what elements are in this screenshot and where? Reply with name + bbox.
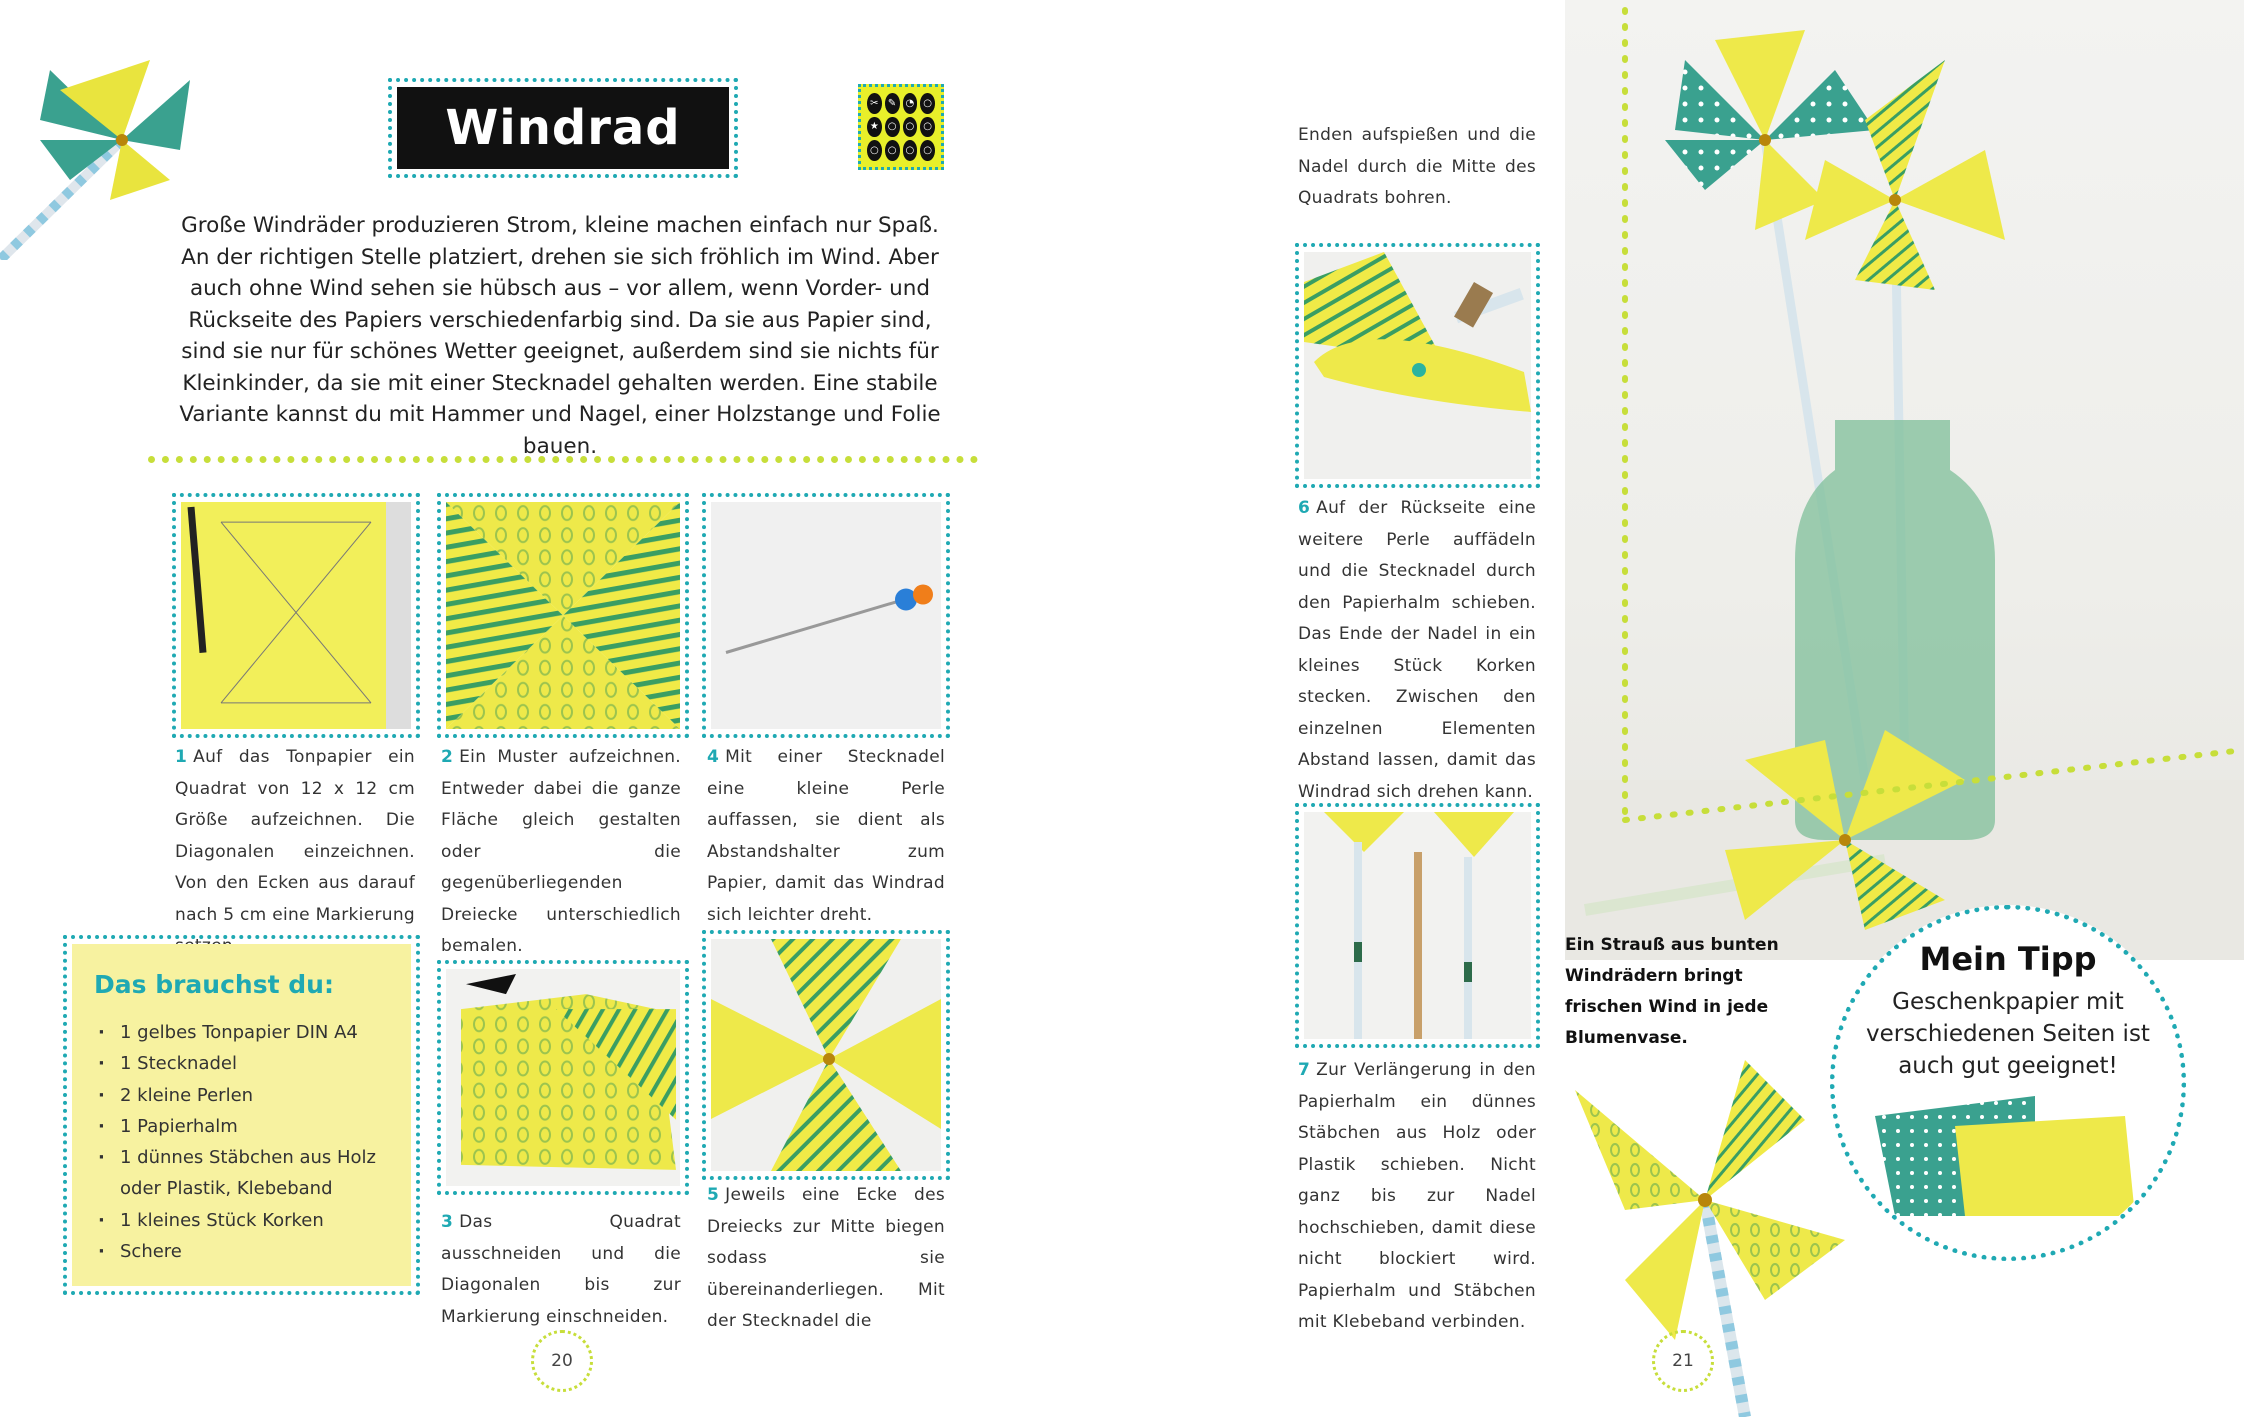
- step-number: 4: [707, 747, 720, 767]
- step-2-text: [441, 742, 681, 963]
- step-6-text: [1298, 493, 1536, 808]
- step-description: Ein Muster aufzeichnen. Entweder dabei die ganze Fläche gleich gestalten oder die gegenüberliegenden Dreiecke unterschiedlich bemalen.: [441, 747, 681, 956]
- step-4-photo: [702, 493, 950, 738]
- step-6-photo: [1295, 243, 1540, 488]
- step-description: Auf das Tonpapier ein Quadrat von 12 x 12 cm Größe aufzeichnen. Die Diagonalen einzeichnen. Von den Ecken aus darauf nach 5 cm eine Markierung: [175, 747, 415, 925]
- step-number: 6: [1298, 498, 1311, 518]
- material-item: · 1 dünnes Stäbchen aus Holz oder Plastik, Klebeband: [94, 1142, 393, 1205]
- step-number: 1: [175, 747, 188, 767]
- step-number: 3: [441, 1212, 454, 1232]
- step-1-photo: [172, 493, 420, 738]
- vase-pinwheels-photo: [1565, 0, 2244, 960]
- tip-circle: [1830, 905, 2186, 1261]
- title-frame: [388, 78, 738, 178]
- tip-heading: Mein Tipp: [1919, 940, 2097, 978]
- wrapping-paper-illustration: [1835, 1096, 2181, 1216]
- photo-caption: Ein Strauß aus bunten Windrädern bringt frischen Wind in jede Blumenvase.: [1565, 935, 1779, 1048]
- tip-text: Geschenkpapier mit verschiedenen Seiten ist auch gut geeignet!: [1866, 989, 2150, 1079]
- step-description: Enden aufspießen und die Nadel durch die Mitte des Quadrats bohren.: [1298, 125, 1536, 208]
- step-3-text: [441, 1207, 681, 1333]
- step-1-text: [175, 742, 415, 963]
- intro-text: Große Windräder produzieren Strom, kleine machen einfach nur Spaß. An der richtigen Stelle platziert, drehen sie sich fröhlich im Wind. Aber auch ohne Wind sehen sie hübsch aus – vor allem, wenn Vorder- und Rückseite des Papiers verschiedenfarbig sind. Da sie aus Papier sind, sind sie nur für schönes Wetter geeignet, außerdem sind sie nichts für Kleinkinder, da sie mit einer Stecknadel gehalten werden. Eine stabile Variante kannst du mit Hammer und Nagel, einer Holzstange und Folie bauen.: [179, 213, 941, 459]
- step-description: Das Quadrat ausschneiden und die Diagonalen bis zur Markierung einschneiden.: [441, 1212, 681, 1327]
- material-item: · Schere: [94, 1236, 393, 1267]
- step-5-continued-text: [1298, 120, 1536, 215]
- page-number-left: 20: [531, 1330, 593, 1392]
- materials-heading: Das brauchst du:: [94, 970, 334, 999]
- material-item: · 1 gelbes Tonpapier DIN A4: [94, 1017, 393, 1048]
- dotted-divider: [148, 456, 978, 463]
- step-2-photo: [437, 493, 689, 738]
- step-number: 2: [441, 747, 454, 767]
- material-item: · 1 Papierhalm: [94, 1111, 393, 1142]
- step-7-photo: [1295, 803, 1540, 1048]
- materials-list: [94, 1017, 393, 1267]
- step-4-text: [707, 742, 945, 931]
- materials-box: [63, 935, 420, 1295]
- step-description: Zur Verlängerung in den Papierhalm ein dünnes Stäbchen aus Holz oder Plastik schieben. Nicht ganz bis zur Nadel hochschieben, damit diese nicht blockiert wird. Papierhalm und Stäbchen mit Klebeband verbinden.: [1298, 1060, 1536, 1332]
- step-7-text: [1298, 1055, 1536, 1339]
- step-3-photo: [437, 960, 689, 1195]
- material-item: · 1 Stecknadel: [94, 1048, 393, 1079]
- step-description: Auf der Rückseite eine weitere Perle auffädeln und die Stecknadel durch den Papierhalm schieben. Das Ende der Nadel in ein kleines Stück Korken stecken. Zwischen den einzelnen Elementen Abstand lassen, damit das Windrad sich drehen kann.: [1298, 498, 1536, 802]
- difficulty-icon: ✂ ✎ ◔ ○ ★ ○ ○ ○ ○ ○ ○ ○: [858, 84, 944, 170]
- step-5-photo: [702, 930, 950, 1180]
- page-title: Windrad: [397, 87, 729, 169]
- step-number: 5: [707, 1185, 720, 1205]
- step-number: 7: [1298, 1060, 1311, 1080]
- step-description: Mit einer Stecknadel eine kleine Perle auffassen, sie dient als Abstandshalter zum Papier, damit das Windrad sich leichter dreht.: [707, 747, 945, 925]
- material-item: · 1 kleines Stück Korken: [94, 1205, 393, 1236]
- material-item: · 2 kleine Perlen: [94, 1080, 393, 1111]
- step-5-text: [707, 1180, 945, 1338]
- page-number-right: 21: [1652, 1330, 1714, 1392]
- step-description: Jeweils eine Ecke des Dreiecks zur Mitte biegen sodass sie übereinanderliegen. Mit der Stecknadel die: [707, 1185, 945, 1331]
